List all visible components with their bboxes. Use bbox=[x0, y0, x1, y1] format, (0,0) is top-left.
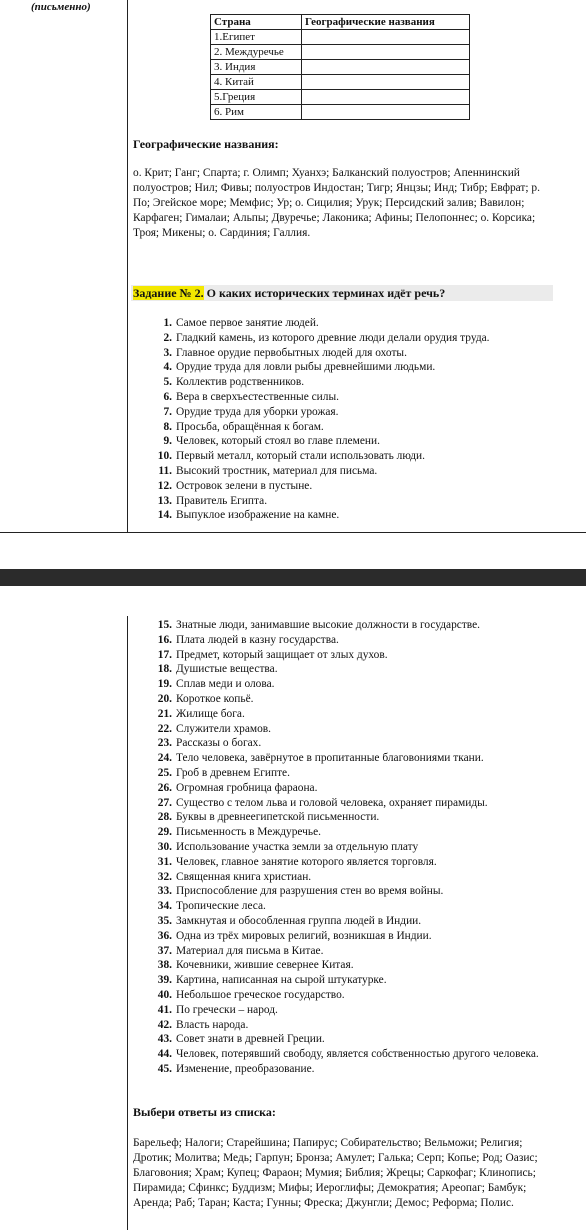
question-text: Совет знати в древней Греции. bbox=[176, 1033, 325, 1046]
task-2-heading bbox=[131, 285, 553, 301]
question-number: 40. bbox=[157, 988, 172, 1001]
question-text: Власть народа. bbox=[176, 1018, 249, 1031]
question-number: 42. bbox=[157, 1018, 172, 1031]
table-row bbox=[211, 30, 470, 45]
question-item bbox=[145, 707, 541, 722]
question-item bbox=[145, 677, 541, 692]
question-item bbox=[145, 405, 541, 420]
answers-heading: Выбери ответы из списка: bbox=[133, 1105, 276, 1119]
question-item bbox=[145, 944, 541, 959]
question-text: Письменность в Междуречье. bbox=[176, 826, 321, 839]
question-number: 25. bbox=[157, 766, 172, 779]
answer-cell[interactable] bbox=[302, 105, 470, 120]
country-cell: 3. Индия bbox=[211, 60, 302, 75]
table-row bbox=[211, 90, 470, 105]
question-number: 2. bbox=[163, 331, 172, 344]
question-number: 41. bbox=[157, 1003, 172, 1016]
question-text: Знатные люди, занимавшие высокие должности в государстве. bbox=[176, 619, 481, 631]
question-number: 39. bbox=[157, 974, 172, 987]
question-text: Первый металл, который стали использовать люди. bbox=[176, 450, 425, 463]
question-number: 8. bbox=[163, 420, 172, 433]
question-number: 5. bbox=[163, 376, 172, 389]
question-text: Самое первое занятие людей. bbox=[176, 317, 319, 329]
table-header-names: Географические названия bbox=[302, 15, 470, 30]
answer-cell[interactable] bbox=[302, 90, 470, 105]
question-text: Жилище бога. bbox=[176, 707, 245, 720]
question-number: 14. bbox=[157, 509, 172, 522]
question-item bbox=[145, 825, 541, 840]
country-cell: 4. Китай bbox=[211, 75, 302, 90]
table-row bbox=[211, 45, 470, 60]
table-header-country: Страна bbox=[211, 15, 302, 30]
question-number: 16. bbox=[157, 633, 172, 646]
task-2-label: Задание № 2. bbox=[133, 286, 204, 300]
answer-cell[interactable] bbox=[302, 60, 470, 75]
question-text: Буквы в древнеегипетской письменности. bbox=[176, 811, 380, 824]
question-number: 43. bbox=[157, 1033, 172, 1046]
question-item bbox=[145, 899, 541, 914]
question-item bbox=[145, 810, 541, 825]
question-text: Высокий тростник, материал для письма. bbox=[176, 464, 378, 477]
question-item bbox=[145, 316, 541, 331]
question-number: 34. bbox=[157, 900, 172, 913]
question-number: 24. bbox=[157, 752, 172, 765]
question-text: Тело человека, завёрнутое в пропитанные благовониями ткани. bbox=[176, 752, 484, 765]
question-number: 11. bbox=[158, 464, 172, 477]
question-item bbox=[145, 736, 541, 751]
question-number: 36. bbox=[157, 929, 172, 942]
questions-list-2 bbox=[145, 618, 541, 1077]
question-text: Выпуклое изображение на камне. bbox=[176, 509, 340, 522]
question-item bbox=[145, 973, 541, 988]
document-page-2 bbox=[0, 616, 586, 1230]
document-page-1 bbox=[0, 0, 586, 533]
table-row bbox=[211, 75, 470, 90]
question-text: Человек, потерявший свободу, является собственностью другого человека. bbox=[176, 1048, 539, 1061]
question-item bbox=[145, 464, 541, 479]
question-number: 13. bbox=[157, 494, 172, 507]
question-number: 21. bbox=[157, 707, 172, 720]
country-cell: 5.Греция bbox=[211, 90, 302, 105]
question-item bbox=[145, 722, 541, 737]
question-number: 1. bbox=[163, 317, 172, 329]
question-number: 44. bbox=[157, 1048, 172, 1061]
question-text: Материал для письма в Китае. bbox=[176, 944, 324, 957]
question-number: 30. bbox=[157, 840, 172, 853]
question-item bbox=[145, 648, 541, 663]
question-item bbox=[145, 390, 541, 405]
page-separator-bar bbox=[0, 569, 586, 586]
question-text: Сплав меди и олова. bbox=[176, 678, 275, 691]
question-text: Человек, главное занятие которого является торговля. bbox=[176, 855, 437, 868]
question-number: 20. bbox=[157, 692, 172, 705]
question-item bbox=[145, 662, 541, 677]
question-text: Священная книга христиан. bbox=[176, 870, 312, 883]
question-text: Одна из трёх мировых религий, возникшая в Индии. bbox=[176, 929, 432, 942]
question-item bbox=[145, 781, 541, 796]
question-text: Кочевники, жившие севернее Китая. bbox=[176, 959, 354, 972]
question-text: Приспособление для разрушения стен во время войны. bbox=[176, 885, 444, 898]
question-number: 3. bbox=[163, 346, 172, 359]
question-text: Замкнутая и обособленная группа людей в Индии. bbox=[176, 914, 422, 927]
answer-cell[interactable] bbox=[302, 30, 470, 45]
question-text: Существо с телом льва и головой человека, охраняет пирамиды. bbox=[176, 796, 488, 809]
question-item bbox=[145, 434, 541, 449]
question-text: Огромная гробница фараона. bbox=[176, 781, 318, 794]
question-item bbox=[145, 1047, 541, 1062]
question-number: 15. bbox=[157, 619, 172, 631]
countries-table bbox=[210, 14, 470, 120]
answers-text: Барельеф; Налоги; Старейшина; Папирус; Собирательство; Вельможи; Религия; Дротик; Молитва; Медь; Гарпун; Бронза; Амулет; Галька; Серп; Копье; Род; Оазис; Благовония; Храм; Купец; Фараон; Мумия; Библия; Жрецы; Саркофаг; Клинопись; Пирамида; Сфинкс; Буддизм; Мифы; Иероглифы; Демократия; Ареопаг; Бамбук; Аренда; Раб; Таран; Каста; Гунны; Фреска; Джунгли; Демос; Реформа; Полис. bbox=[133, 1137, 538, 1209]
task-2-text: О каких исторических терминах идёт речь? bbox=[203, 286, 446, 300]
question-number: 23. bbox=[157, 737, 172, 750]
question-text: Использование участка земли за отдельную плату bbox=[176, 840, 419, 853]
question-text: Просьба, обращённая к богам. bbox=[176, 420, 324, 433]
question-text: Душистые вещества. bbox=[176, 663, 278, 676]
question-item bbox=[145, 1062, 541, 1077]
question-item bbox=[145, 346, 541, 361]
question-text: Небольшое греческое государство. bbox=[176, 988, 345, 1001]
question-item bbox=[145, 840, 541, 855]
question-item bbox=[145, 375, 541, 390]
question-number: 31. bbox=[157, 855, 172, 868]
question-item bbox=[145, 633, 541, 648]
question-item bbox=[145, 751, 541, 766]
question-number: 32. bbox=[157, 870, 172, 883]
page-gap bbox=[0, 586, 586, 616]
question-item bbox=[145, 360, 541, 375]
question-number: 12. bbox=[157, 479, 172, 492]
side-note: (письменно) bbox=[31, 1, 91, 13]
question-text: Гроб в древнем Египте. bbox=[176, 766, 290, 779]
question-item bbox=[145, 884, 541, 899]
question-item bbox=[145, 870, 541, 885]
question-item bbox=[145, 1003, 541, 1018]
question-item bbox=[145, 479, 541, 494]
questions-list-1 bbox=[145, 316, 541, 523]
question-text: Правитель Египта. bbox=[176, 494, 268, 507]
question-text: Рассказы о богах. bbox=[176, 737, 262, 750]
question-item bbox=[145, 618, 541, 633]
question-item bbox=[145, 855, 541, 870]
question-number: 18. bbox=[157, 663, 172, 676]
question-number: 35. bbox=[157, 914, 172, 927]
question-item bbox=[145, 766, 541, 781]
question-item bbox=[145, 796, 541, 811]
question-number: 38. bbox=[157, 959, 172, 972]
question-text: Гладкий камень, из которого древние люди делали орудия труда. bbox=[176, 331, 490, 344]
question-number: 27. bbox=[157, 796, 172, 809]
question-item bbox=[145, 331, 541, 346]
question-number: 4. bbox=[163, 361, 172, 374]
question-text: Служители храмов. bbox=[176, 722, 272, 735]
question-item bbox=[145, 1032, 541, 1047]
question-text: Короткое копьё. bbox=[176, 692, 254, 705]
question-number: 7. bbox=[163, 405, 172, 418]
question-text: Коллектив родственников. bbox=[176, 376, 305, 389]
country-cell: 2. Междуречье bbox=[211, 45, 302, 60]
country-cell: 1.Египет bbox=[211, 30, 302, 45]
question-text: По гречески – народ. bbox=[176, 1003, 278, 1016]
question-number: 22. bbox=[157, 722, 172, 735]
question-text: Вера в сверхъестественные силы. bbox=[176, 390, 339, 403]
question-number: 19. bbox=[157, 678, 172, 691]
question-number: 26. bbox=[157, 781, 172, 794]
geo-names-heading: Географические названия: bbox=[133, 137, 279, 151]
question-text: Островок зелени в пустыне. bbox=[176, 479, 313, 492]
question-item bbox=[145, 929, 541, 944]
question-text: Предмет, который защищает от злых духов. bbox=[176, 648, 388, 661]
question-item bbox=[145, 914, 541, 929]
question-number: 45. bbox=[157, 1062, 172, 1075]
question-item bbox=[145, 494, 541, 509]
question-item bbox=[145, 958, 541, 973]
answer-cell[interactable] bbox=[302, 75, 470, 90]
question-number: 37. bbox=[157, 944, 172, 957]
question-item bbox=[145, 508, 541, 523]
question-text: Главное орудие первобытных людей для охоты. bbox=[176, 346, 407, 359]
table-border-vertical bbox=[127, 0, 128, 533]
question-item bbox=[145, 420, 541, 435]
question-item bbox=[145, 449, 541, 464]
geo-names-text: о. Крит; Ганг; Спарта; г. Олимп; Хуанхэ; Балканский полуостров; Апеннинский полуостров; Нил; Фивы; полуостров Индостан; Тигр; Янцзы; Инд; Тибр; Евфрат; р. По; Эгейское море; Мемфис; Ур; о. Сицилия; Урук; Персидский залив; Вавилон; Карфаген; Гималаи; Альпы; Двуречье; Лаконика; Афины; Пелопоннес; о. Корсика; Троя; Микены; о. Сардиния; Галлия. bbox=[133, 167, 540, 239]
question-text: Человек, который стоял во главе племени. bbox=[176, 435, 380, 448]
question-text: Тропические леса. bbox=[176, 900, 266, 913]
question-text: Плата людей в казну государства. bbox=[176, 633, 339, 646]
question-text: Изменение, преобразование. bbox=[176, 1062, 315, 1075]
question-number: 9. bbox=[163, 435, 172, 448]
question-number: 17. bbox=[157, 648, 172, 661]
question-item bbox=[145, 988, 541, 1003]
table-row bbox=[211, 105, 470, 120]
question-item bbox=[145, 692, 541, 707]
page-gap bbox=[0, 533, 586, 569]
answer-cell[interactable] bbox=[302, 45, 470, 60]
question-number: 10. bbox=[157, 450, 172, 463]
question-item bbox=[145, 1018, 541, 1033]
question-text: Картина, написанная на сырой штукатурке. bbox=[176, 974, 387, 987]
question-number: 33. bbox=[157, 885, 172, 898]
question-text: Орудие труда для уборки урожая. bbox=[176, 405, 339, 418]
country-cell: 6. Рим bbox=[211, 105, 302, 120]
question-text: Орудие труда для ловли рыбы древнейшими людьми. bbox=[176, 361, 436, 374]
question-number: 6. bbox=[163, 390, 172, 403]
question-number: 28. bbox=[157, 811, 172, 824]
table-row bbox=[211, 60, 470, 75]
table-border-vertical bbox=[127, 616, 128, 1230]
question-number: 29. bbox=[157, 826, 172, 839]
